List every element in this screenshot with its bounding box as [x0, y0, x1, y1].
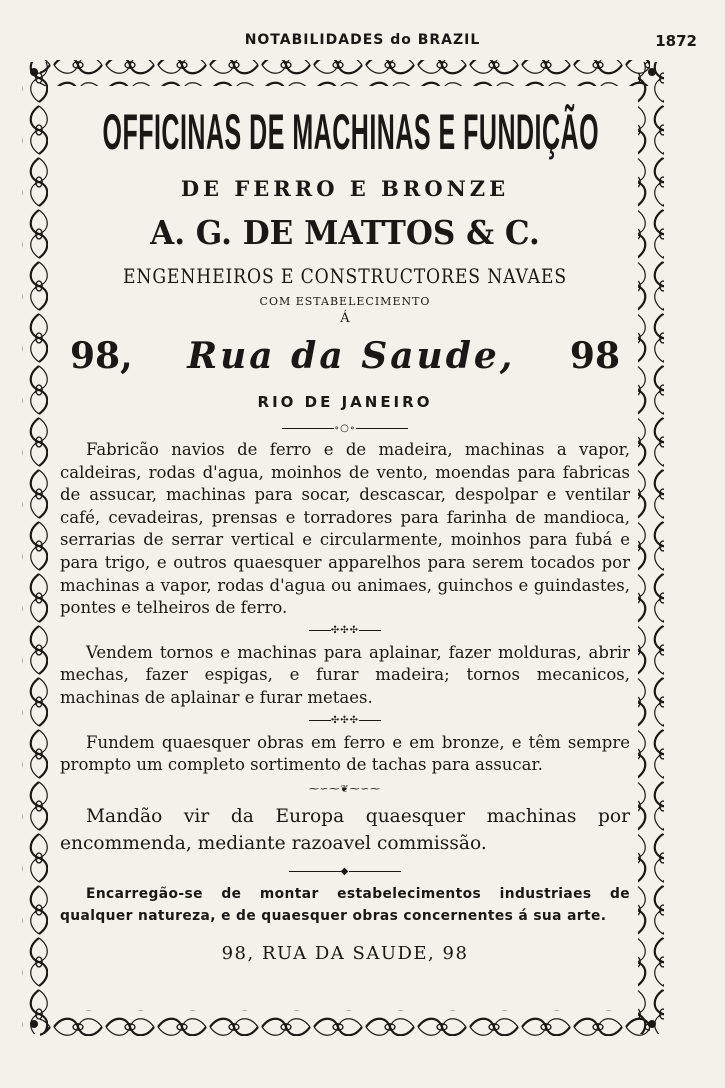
establishment-prep: Á — [340, 311, 350, 326]
paragraph-sales: Vendem tornos e machinas para aplainar, fazer molduras, abrir mechas, fazer espigas, e furar madeira; tornos mecanicos, machinas de aplainar e furar metaes. — [60, 642, 630, 707]
establishment-label: COM ESTABELECIMENTO — [259, 295, 431, 308]
firm-name: A. G. DE MATTOS & C. — [150, 213, 540, 252]
address-number-right: 98 — [569, 335, 620, 377]
address-street: Rua da Saude, — [187, 335, 516, 377]
advertisement — [60, 92, 630, 970]
address-line — [60, 327, 630, 385]
ornament-divider: ◆ — [60, 865, 630, 879]
ornament-divider: ∘○∘ — [60, 419, 630, 439]
profession: ENGENHEIROS E CONSTRUCTORES NAVAES — [122, 264, 568, 288]
page-year: 1872 — [655, 32, 697, 50]
paragraph-manufacture: Fabricão navios de ferro e de madeira, machinas a vapor, caldeiras, rodas d'agua, moinhos de vento, moendas para fabricas de assucar, machinas para socar, descascar, despolpar e ventilar café, cevadeiras, prensas e torradores para farinha de mandioca, serrarias de serrar vertical e circularmente, moinhos para fubá e para trigo, e outros quaesquer apparelhos para serem tocados por machinas a vapor, rodas d'agua ou animaes, guinchos e guindastes, pontes e telheiros de ferro. — [60, 440, 630, 618]
border-top — [40, 60, 650, 86]
city: RIO DE JANEIRO — [257, 393, 433, 411]
paragraph-import: Mandão vir da Europa quaesquer machinas por encommenda, mediante razoavel commissão. — [60, 805, 630, 854]
ornament-divider: ✣✣✣ — [60, 714, 630, 728]
ornament-divider: ✣✣✣ — [60, 624, 630, 638]
ornament-divider: ⁓∽⁓❦⁓∽⁓ — [308, 783, 382, 795]
running-head-title: NOTABILIDADES do BRAZIL — [244, 32, 481, 48]
ad-title: OFFICINAS DE MACHINAS E FUNDIÇÃO — [102, 104, 600, 160]
paragraph-installation: Encarregão-se de montar estabelecimentos industriaes de qualquer natureza, e de quaesquer obras concernentes á sua arte. — [60, 885, 630, 925]
running-head — [0, 30, 725, 54]
address-number-left: 98, — [70, 335, 133, 377]
ad-subtitle: DE FERRO E BRONZE — [180, 176, 510, 201]
footer-address: 98, RUA DA SAUDE, 98 — [221, 942, 469, 964]
paragraph-foundry: Fundem quaesquer obras em ferro e em bronze, e têm sempre prompto um completo sortimento de tachas para assucar. — [60, 732, 630, 775]
border-bottom — [40, 1010, 650, 1036]
